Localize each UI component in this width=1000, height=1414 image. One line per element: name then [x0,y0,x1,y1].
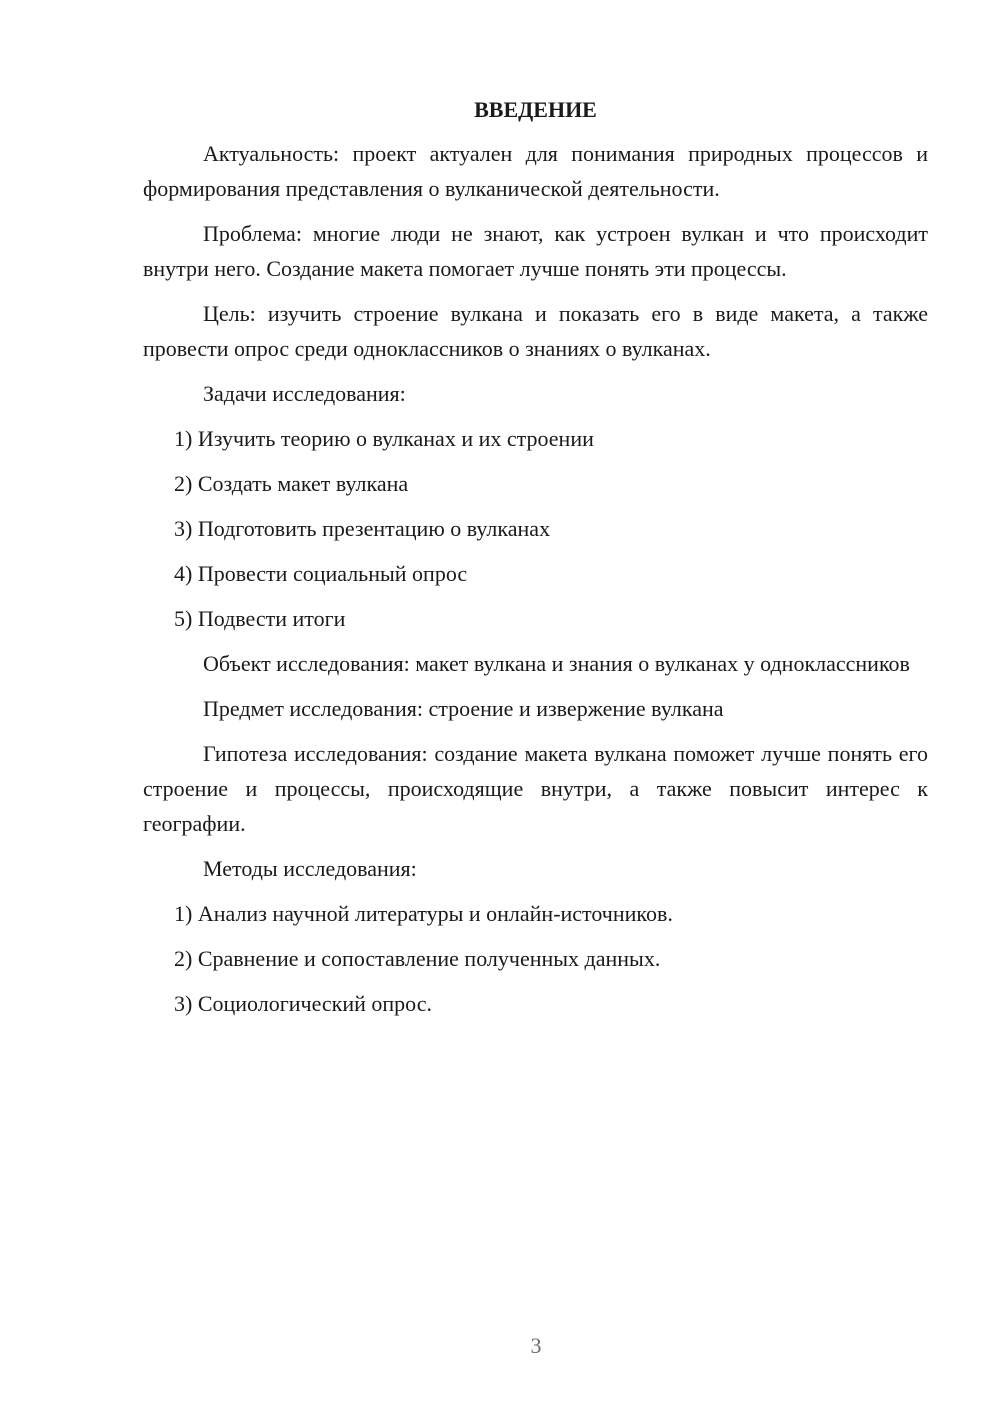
methods-list [143,896,928,1021]
hypothesis-paragraph: Гипотеза исследования: создание макета вулкана поможет лучше понять его строение и процессы, происходящие внутри, а также повысит интерес к географии. [143,741,928,836]
section-title: ВВЕДЕНИЕ [474,97,597,122]
relevance-paragraph: Актуальность: проект актуален для понимания природных процессов и формирования представления о вулканической деятельности. [143,141,928,201]
tasks-heading: Задачи исследования: [203,381,406,406]
list-item: 2) Создать макет вулкана [174,471,409,496]
list-item: 2) Сравнение и сопоставление полученных данных. [174,946,661,971]
list-item: 3) Социологический опрос. [174,991,432,1016]
object-paragraph: Объект исследования: макет вулкана и знания о вулканах у одноклассников [203,651,910,676]
document-body [143,92,928,1031]
list-item: 4) Провести социальный опрос [174,561,468,586]
list-item: 3) Подготовить презентацию о вулканах [174,516,551,541]
page-number: 3 [530,1333,542,1358]
subject-paragraph: Предмет исследования: строение и извержение вулкана [203,696,724,721]
goal-paragraph: Цель: изучить строение вулкана и показать его в виде макета, а также провести опрос среди одноклассников о знаниях о вулканах. [143,301,928,361]
list-item: 1) Анализ научной литературы и онлайн-источников. [174,901,673,926]
list-item: 5) Подвести итоги [174,606,346,631]
tasks-list [143,421,928,636]
problem-paragraph: Проблема: многие люди не знают, как устроен вулкан и что происходит внутри него. Создание макета помогает лучше понять эти процессы. [143,221,928,281]
methods-heading: Методы исследования: [203,856,417,881]
list-item: 1) Изучить теорию о вулканах и их строении [174,426,594,451]
